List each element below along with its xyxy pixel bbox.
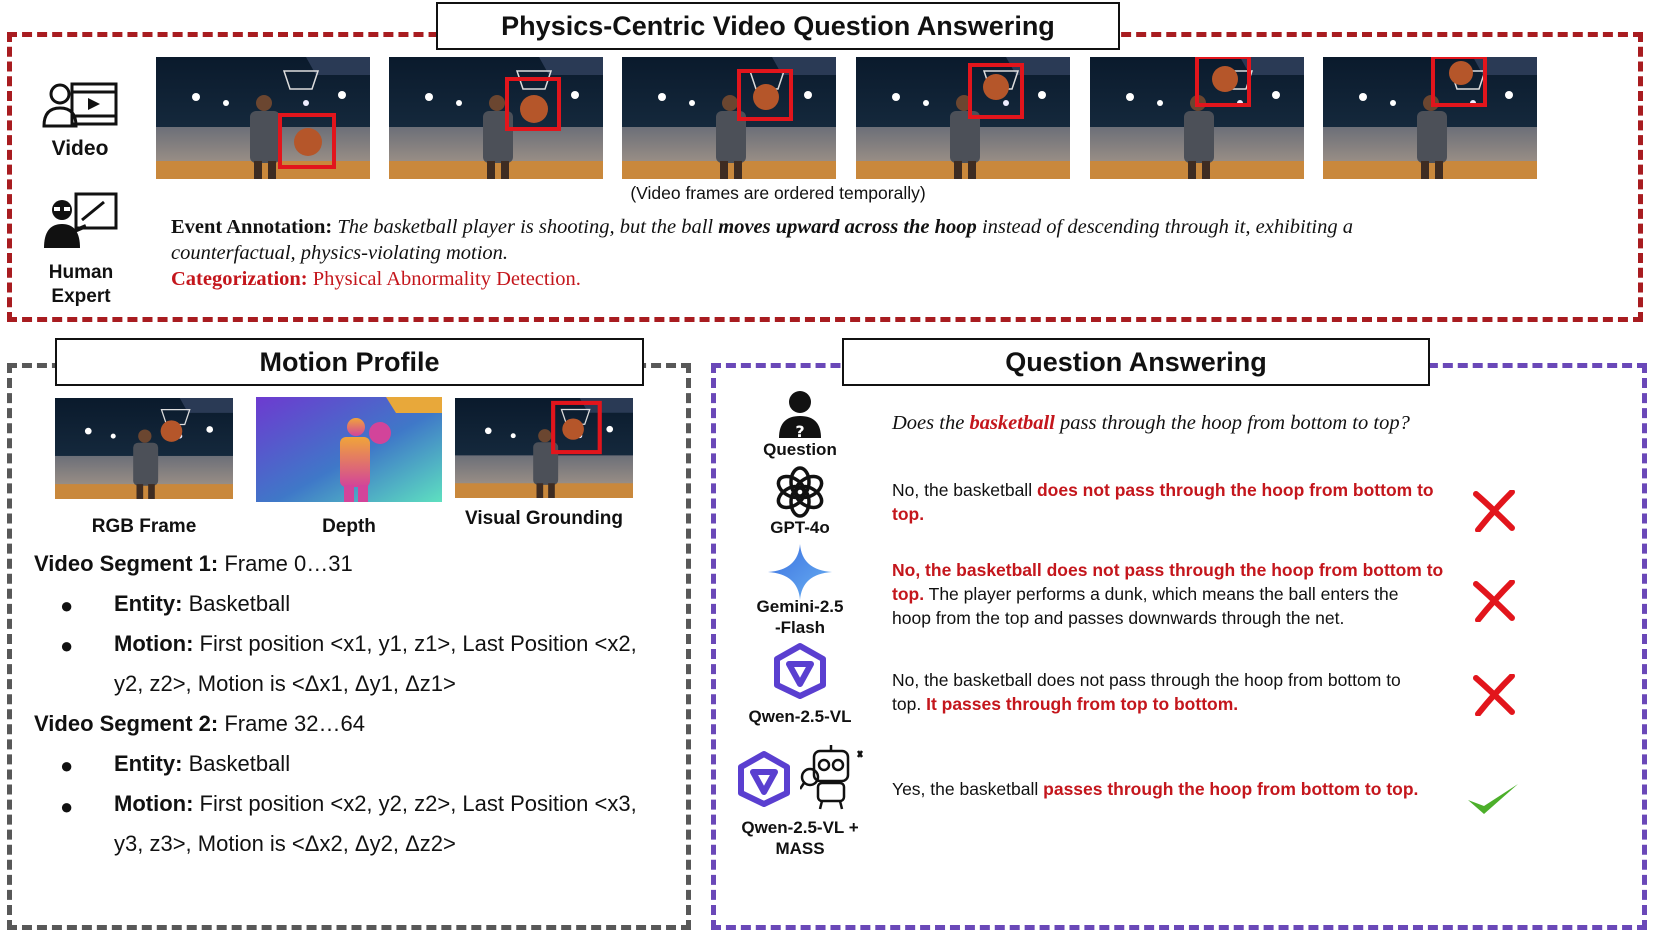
qwen-logo-icon xyxy=(771,642,829,700)
annotation-text-1: The basketball player is shooting, but the ball xyxy=(337,216,714,238)
depth-label: Depth xyxy=(322,516,376,537)
model-name-gemini: Gemini-2.5 -Flash xyxy=(756,597,844,637)
bullet-dot: ● xyxy=(60,753,74,778)
depth-map-image xyxy=(256,397,442,502)
segment-2-header: Video Segment 2: Frame 32…64 xyxy=(34,711,365,736)
categorization-label: Categorization: xyxy=(171,268,308,290)
qwen-logo-icon-small xyxy=(735,750,793,808)
visual-grounding-label: Visual Grounding xyxy=(465,508,623,529)
gemini-star-icon xyxy=(768,544,832,600)
question-keyword: basketball xyxy=(969,412,1055,434)
annotation-text-bold: moves upward across the hoop xyxy=(718,216,977,238)
question-text: Does the basketball pass through the hoop from bottom to top? xyxy=(892,412,1410,434)
video-frame-5 xyxy=(1090,57,1304,179)
correct-check-icon xyxy=(1466,780,1520,818)
video-frame-2 xyxy=(389,57,603,179)
annotation-text-3: counterfactual, physics-violating motion. xyxy=(171,242,509,264)
rgb-frame-label: RGB Frame xyxy=(91,516,197,537)
event-section-title: Physics-Centric Video Question Answering xyxy=(436,2,1120,50)
segment-2-entity: Entity: Basketball xyxy=(114,751,291,776)
rgb-frame-image xyxy=(55,398,233,499)
bullet-dot: ● xyxy=(60,593,74,618)
frames-caption: (Video frames are ordered temporally) xyxy=(630,183,926,203)
question-label: Question xyxy=(763,440,837,459)
question-person-icon xyxy=(777,388,823,440)
video-frame-1 xyxy=(156,57,370,179)
model-name-qwen: Qwen-2.5-VL xyxy=(748,707,852,726)
human-label: Human xyxy=(48,262,114,283)
visual-grounding-image xyxy=(455,398,633,498)
segment-2-motion: Motion: First position <x2, y2, z2>, Last Position <x3, y3, z3>, Motion is <Δx2, Δy2, Δz2> xyxy=(114,791,637,856)
robot-magnifier-icon xyxy=(800,743,866,811)
expert-label: Expert xyxy=(51,286,111,307)
answer-gpt4o: No, the basketball does not pass through the hoop from bottom to top. xyxy=(892,480,1434,524)
bullet-dot: ● xyxy=(60,794,74,819)
video-frame-3 xyxy=(622,57,836,179)
svg-text:?: ? xyxy=(795,422,805,440)
video-camera-icon xyxy=(40,80,120,128)
annotation-text-2: instead of descending through it, exhibiting a xyxy=(981,216,1353,238)
motion-section-title: Motion Profile xyxy=(55,338,644,386)
bullet-dot: ● xyxy=(60,633,74,658)
wrong-cross-icon xyxy=(1472,490,1516,532)
openai-logo-icon xyxy=(774,466,826,518)
answer-qwen-mass: Yes, the basketball passes through the hoop from bottom to top. xyxy=(892,779,1419,799)
human-expert-icon xyxy=(42,192,120,250)
event-annotation xyxy=(171,214,1471,292)
wrong-cross-icon xyxy=(1472,674,1516,716)
answer-gemini: No, the basketball does not pass through the hoop from bottom to top. The player performs a dunk, which means the ball enters the hoop from the top and passes downwards through the net. xyxy=(892,560,1444,628)
model-name-gpt4o: GPT-4o xyxy=(770,518,830,537)
segment-1-motion: Motion: First position <x1, y1, z1>, Last Position <x2, y2, z2>, Motion is <Δx1, Δy1, Δz1> xyxy=(114,631,637,696)
annotation-label: Event Annotation: xyxy=(171,216,333,238)
qa-section-title: Question Answering xyxy=(842,338,1430,386)
video-frame-4 xyxy=(856,57,1070,179)
video-frame-6 xyxy=(1323,57,1537,179)
segment-1-entity: Entity: Basketball xyxy=(114,591,291,616)
wrong-cross-icon xyxy=(1472,580,1516,622)
video-label: Video xyxy=(51,137,109,160)
categorization-value: Physical Abnormality Detection. xyxy=(312,268,581,290)
model-name-qwen-mass: Qwen-2.5-VL + MASS xyxy=(741,818,859,858)
answer-qwen: No, the basketball does not pass through the hoop from bottom to top. It passes through from top to bottom. xyxy=(892,670,1401,714)
segment-1-header: Video Segment 1: Frame 0…31 xyxy=(34,551,353,576)
